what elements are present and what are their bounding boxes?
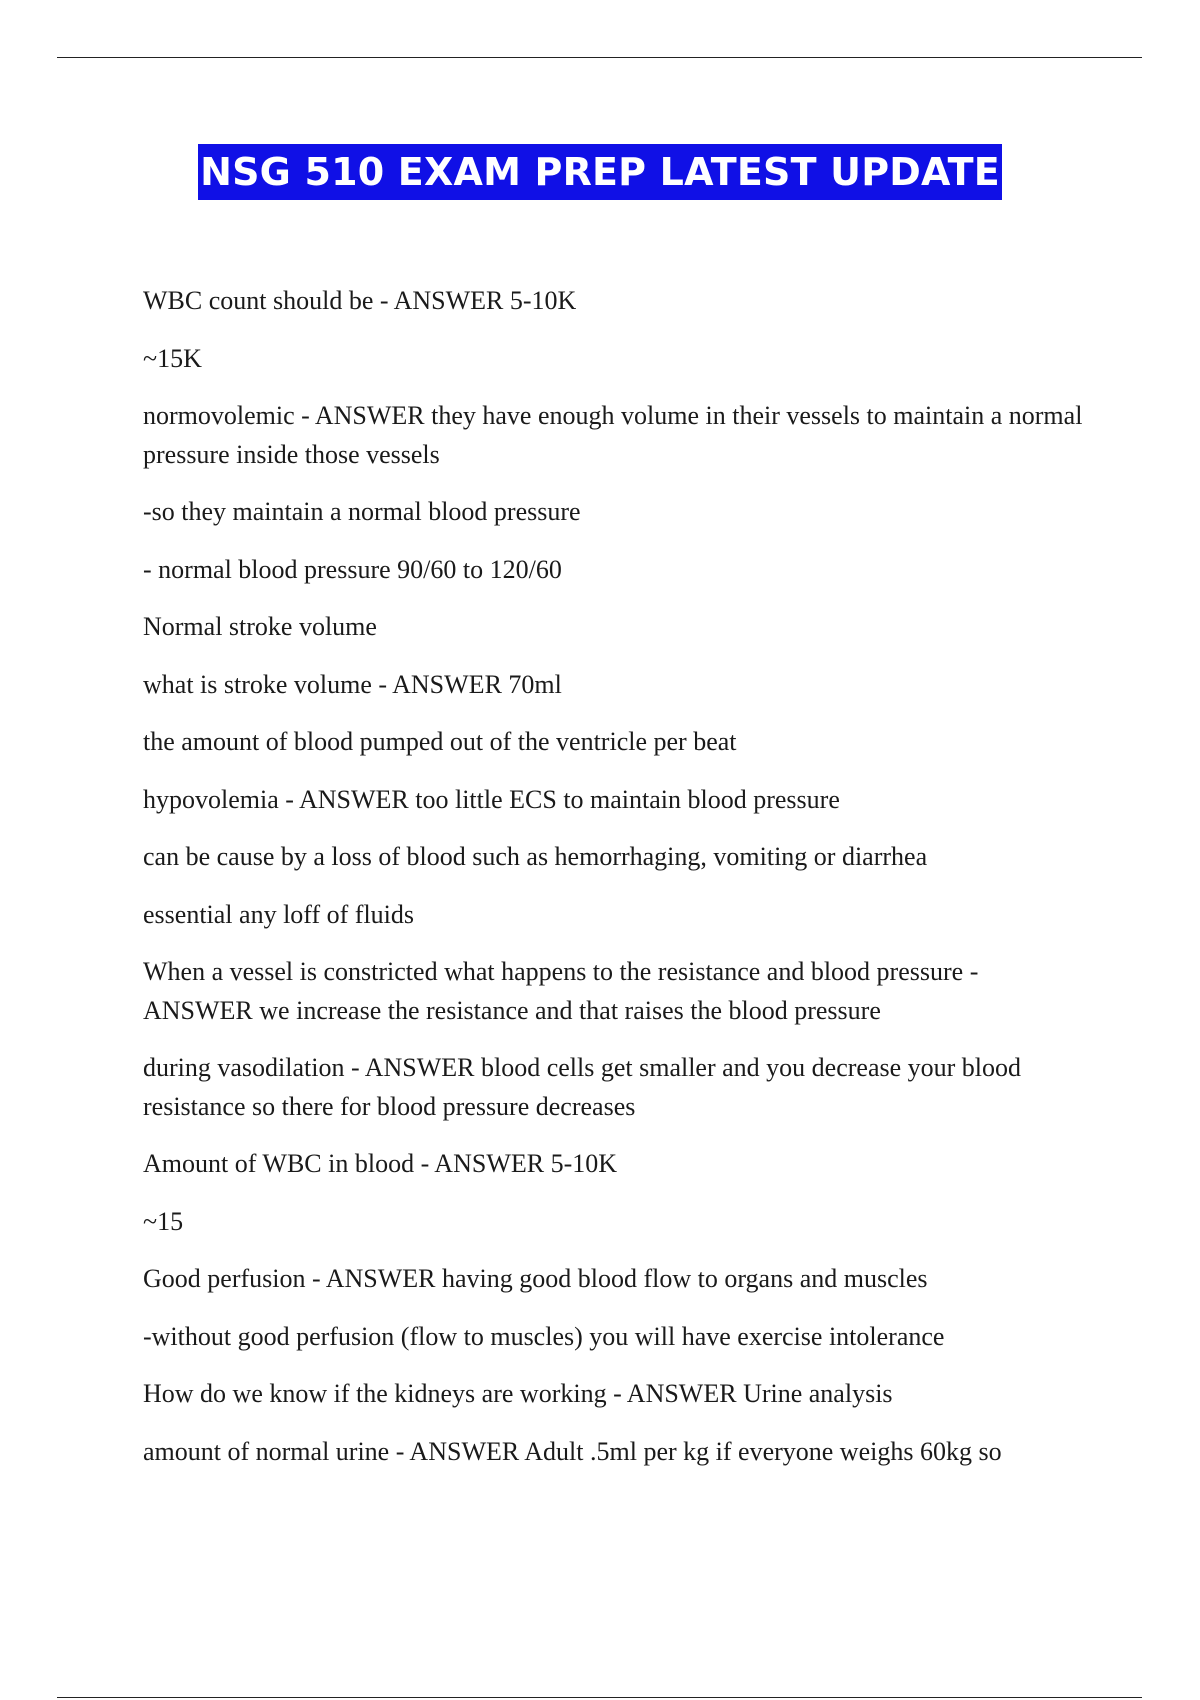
- paragraph: How do we know if the kidneys are working - ANSWER Urine analysis: [143, 1379, 893, 1408]
- paragraph: during vasodilation - ANSWER blood cells get smaller and you decrease your blood resistance so there for blood pressure decreases: [143, 1053, 1022, 1121]
- document-body: [143, 282, 1083, 1490]
- bottom-divider: [57, 1697, 1142, 1698]
- paragraph: ~15: [143, 1206, 184, 1236]
- paragraph: what is stroke volume - ANSWER 70ml: [143, 669, 562, 699]
- document-title: NSG 510 EXAM PREP LATEST UPDATE: [198, 144, 1002, 200]
- paragraph: When a vessel is constricted what happens to the resistance and blood pressure - ANSWER we increase the resistance and that raises the blood pressure: [143, 957, 979, 1025]
- paragraph: amount of normal urine - ANSWER Adult .5ml per kg if everyone weighs 60kg so: [143, 1436, 1002, 1466]
- paragraph: the amount of blood pumped out of the ventricle per beat: [143, 727, 737, 756]
- paragraph: Good perfusion - ANSWER having good blood flow to organs and muscles: [143, 1264, 928, 1293]
- paragraph: WBC count should be - ANSWER 5-10K: [143, 286, 577, 315]
- paragraph: -without good perfusion (flow to muscles) you will have exercise intolerance: [143, 1321, 945, 1351]
- title-container: [0, 144, 1200, 200]
- top-divider: [57, 57, 1142, 58]
- paragraph: Amount of WBC in blood - ANSWER 5-10K: [143, 1149, 618, 1178]
- paragraph: - normal blood pressure 90/60 to 120/60: [143, 554, 562, 584]
- paragraph: Normal stroke volume: [143, 612, 377, 641]
- paragraph: ~15K: [143, 343, 202, 373]
- paragraph: can be cause by a loss of blood such as hemorrhaging, vomiting or diarrhea: [143, 842, 928, 871]
- paragraph: hypovolemia - ANSWER too little ECS to maintain blood pressure: [143, 784, 840, 814]
- paragraph: -so they maintain a normal blood pressure: [143, 497, 581, 526]
- paragraph: normovolemic - ANSWER they have enough volume in their vessels to maintain a normal pressure inside those vessels: [143, 401, 1083, 469]
- paragraph: essential any loff of fluids: [143, 899, 415, 929]
